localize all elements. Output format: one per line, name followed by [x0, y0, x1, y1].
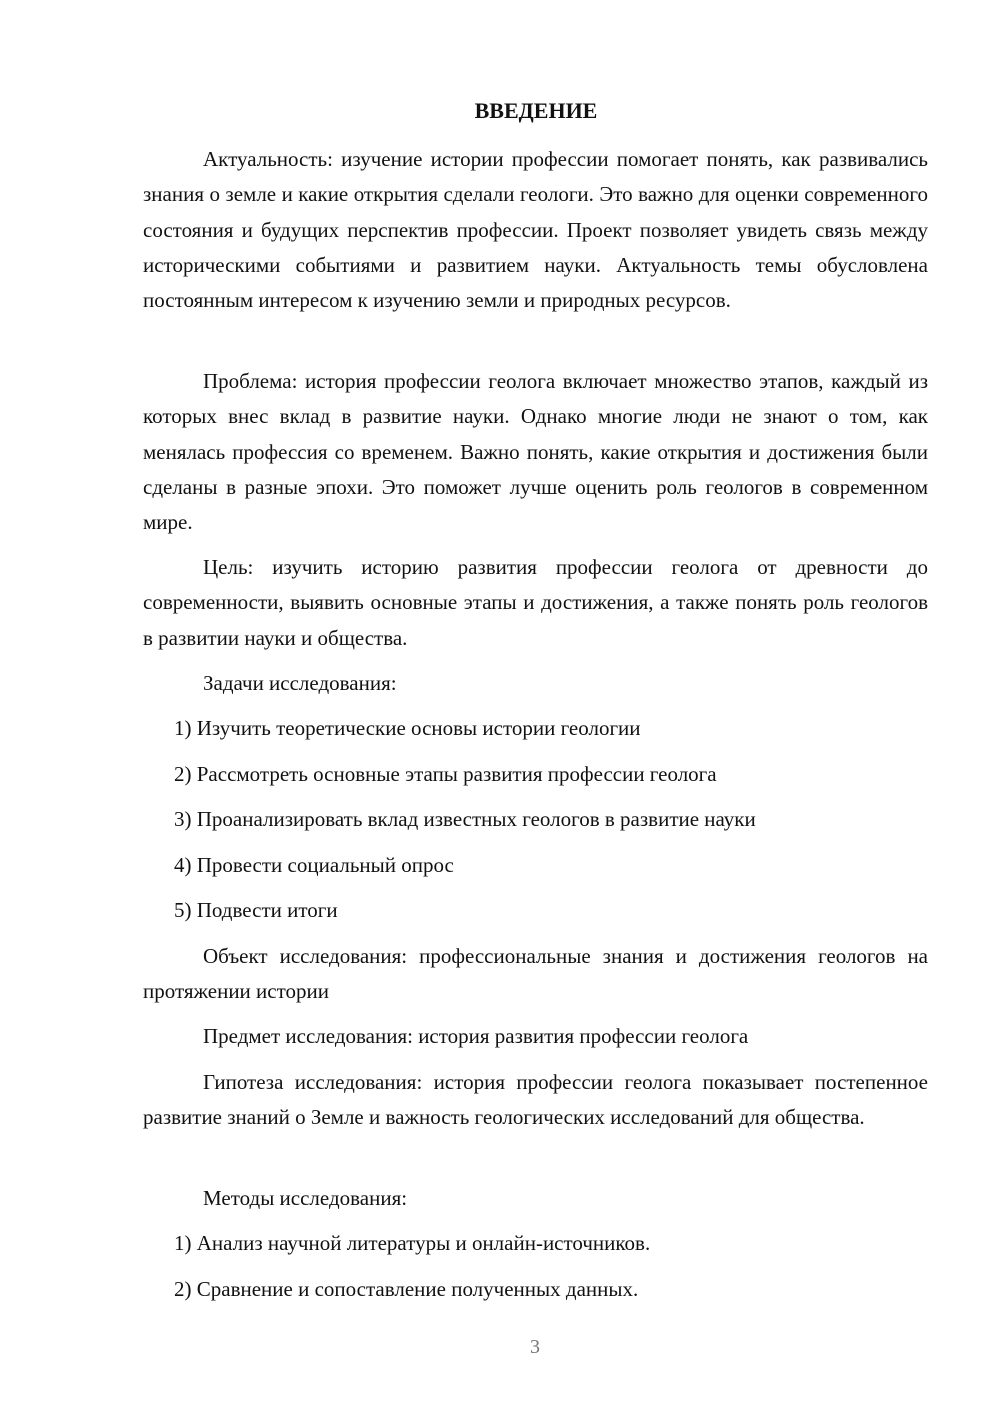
goal-block — [143, 550, 928, 656]
method-item: 2) Сравнение и сопоставление полученных данных. — [174, 1277, 639, 1301]
object-block — [143, 939, 928, 1010]
task-item-1-block — [143, 711, 928, 746]
subject-block — [143, 1019, 928, 1054]
methods-heading: Методы исследования: — [203, 1186, 408, 1210]
problem-block — [143, 364, 928, 540]
relevance-paragraph: Актуальность: изучение истории профессии помогает понять, как развивались знания о земле и какие открытия сделали геологи. Это важно для оценки современного состояния и будущих перспектив профессии. Проект позволяет увидеть связь между историческими событиями и развитием науки. Актуальность темы обусловлена постоянным интересом к изучению земли и природных ресурсов. — [143, 147, 928, 313]
task-item: 2) Рассмотреть основные этапы развития профессии геолога — [174, 762, 717, 786]
task-item-3-block — [143, 802, 928, 837]
task-item-5-block — [143, 893, 928, 928]
goal-paragraph: Цель: изучить историю развития профессии геолога от древности до современности, выявить основные этапы и достижения, а также понять роль геологов в развитии науки и общества. — [143, 555, 928, 650]
method-item-1-block — [143, 1226, 928, 1261]
section-title: ВВЕДЕНИЕ — [474, 98, 598, 123]
task-item-2-block — [143, 757, 928, 792]
subject-paragraph: Предмет исследования: история развития профессии геолога — [203, 1024, 749, 1048]
tasks-heading-block — [143, 666, 928, 701]
task-item: 3) Проанализировать вклад известных геологов в развитие науки — [174, 807, 756, 831]
methods-heading-block — [143, 1181, 928, 1216]
method-item: 1) Анализ научной литературы и онлайн-источников. — [174, 1231, 651, 1255]
task-item: 1) Изучить теоретические основы истории геологии — [174, 716, 641, 740]
object-paragraph: Объект исследования: профессиональные знания и достижения геологов на протяжении истории — [143, 944, 928, 1004]
problem-paragraph: Проблема: история профессии геолога включает множество этапов, каждый из которых внес вклад в развитие науки. Однако многие люди не знают о том, как менялась профессия со временем. Важно понять, какие открытия и достижения были сделаны в разные эпохи. Это поможет лучше оценить роль геологов в современном мире. — [143, 369, 928, 535]
relevance-block — [143, 142, 928, 318]
task-item: 4) Провести социальный опрос — [174, 853, 454, 877]
task-item-4-block — [143, 848, 928, 883]
hypothesis-paragraph: Гипотеза исследования: история профессии геолога показывает постепенное развитие знаний о Земле и важность геологических исследований для общества. — [143, 1070, 928, 1130]
page-number: 3 — [530, 1336, 540, 1358]
task-item: 5) Подвести итоги — [174, 898, 338, 922]
method-item-2-block — [143, 1272, 928, 1307]
hypothesis-block — [143, 1065, 928, 1136]
tasks-heading: Задачи исследования: — [203, 671, 397, 695]
